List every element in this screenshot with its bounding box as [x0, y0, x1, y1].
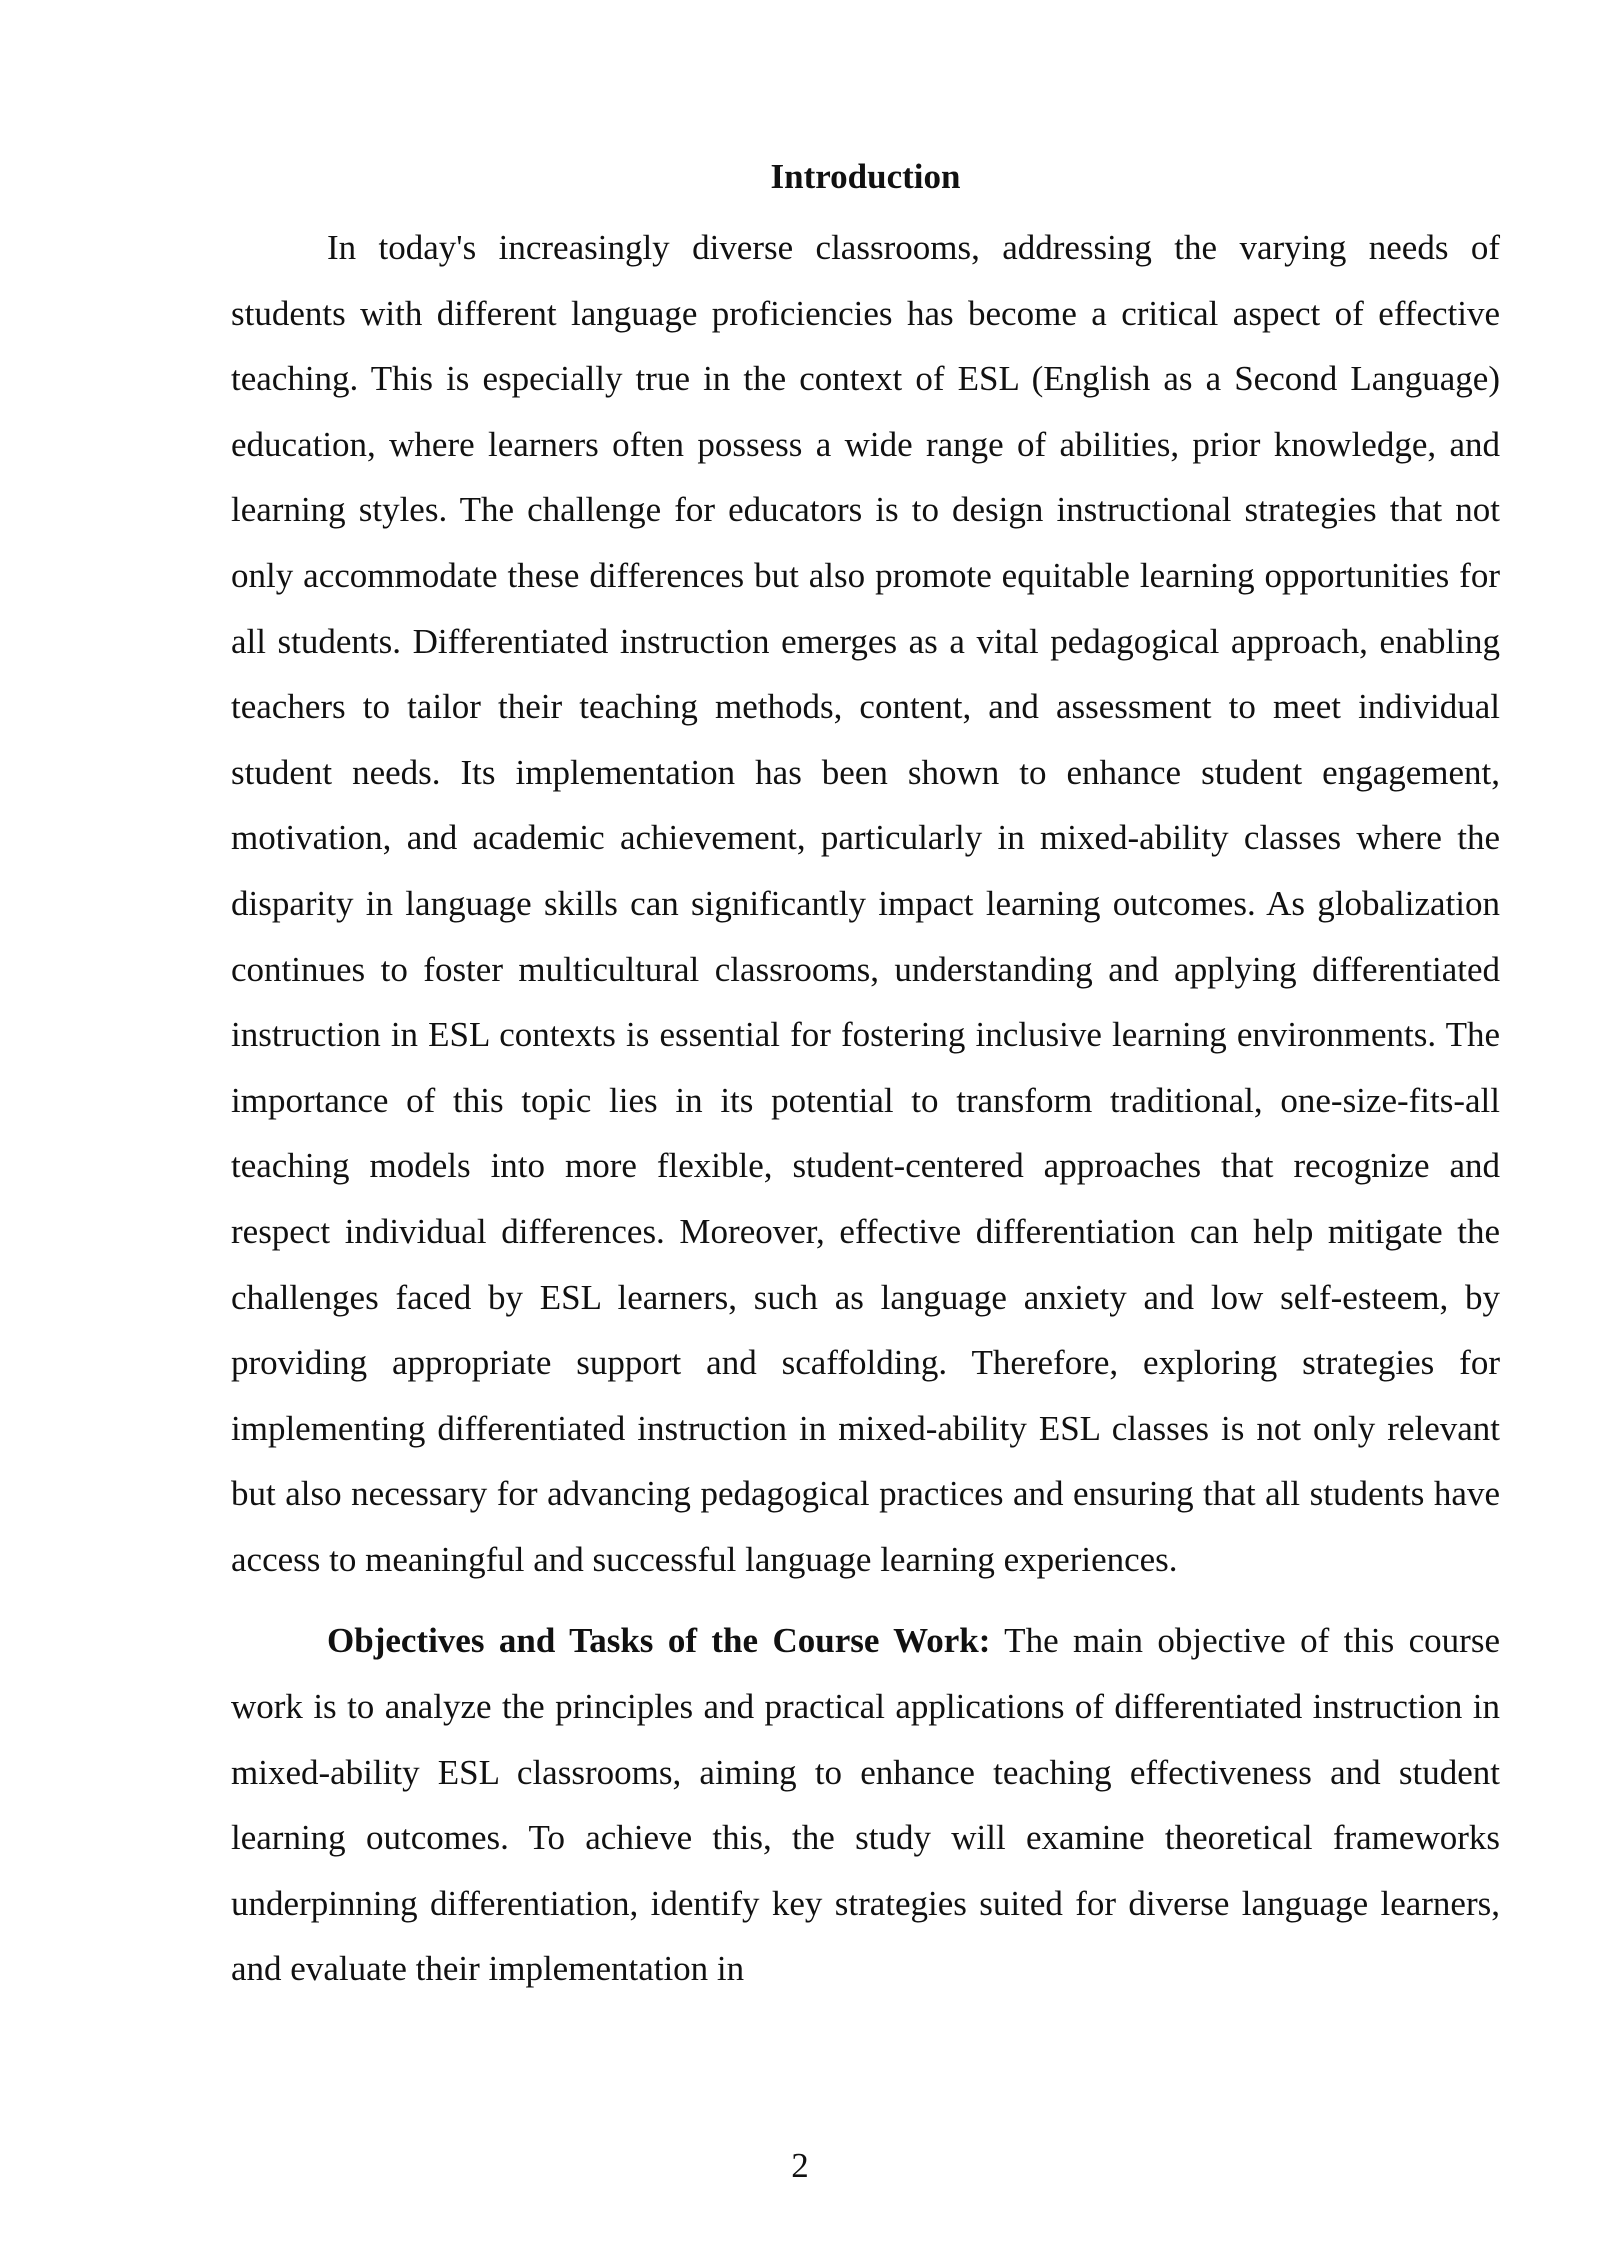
- introduction-paragraph: [231, 215, 1500, 1592]
- page-content: [231, 150, 1500, 2002]
- section-heading: Introduction: [770, 157, 961, 196]
- paragraph-text: The main objective of this course work is to analyze the principles and practical applications of differentiated instruction in mixed-ability ESL classrooms, aiming to enhance teaching effectiveness and student learning outcomes. To achieve this, the study will examine theoretical frameworks underpinning differentiation, identify key strategies suited for diverse language learners, and evaluate their implementation in: [231, 1621, 1500, 1989]
- page-number: 2: [791, 2146, 809, 2185]
- paragraph-lead-heading: Objectives and Tasks of the Course Work:: [327, 1621, 991, 1661]
- paragraph-text: In today's increasingly diverse classrooms, addressing the varying needs of students with different language proficiencies has become a critical aspect of effective teaching. This is especially true in the context of ESL (English as a Second Language) education, where learners often possess a wide range of abilities, prior knowledge, and learning styles. The challenge for educators is to design instructional strategies that not only accommodate these differences but also promote equitable learning opportunities for all students. Differentiated instruction emerges as a vital pedagogical approach, enabling teachers to tailor their teaching methods, content, and assessment to meet individual student needs. Its implementation has been shown to enhance student engagement, motivation, and academic achievement, particularly in mixed-ability classes where the disparity in language skills can significantly impact learning outcomes. As globalization continues to foster multicultural classrooms, understanding and applying differentiated instruction in ESL contexts is essential for fostering inclusive learning environments. The importance of this topic lies in its potential to transform traditional, one-size-fits-all teaching models into more flexible, student-centered approaches that recognize and respect individual differences. Moreover, effective differentiation can help mitigate the challenges faced by ESL learners, such as language anxiety and low self-esteem, by providing appropriate support and scaffolding. Therefore, exploring strategies for implementing differentiated instruction in mixed-ability ESL classes is not only relevant but also necessary for advancing pedagogical practices and ensuring that all students have access to meaningful and successful language learning experiences.: [231, 228, 1500, 1579]
- objectives-paragraph: [231, 1608, 1500, 2002]
